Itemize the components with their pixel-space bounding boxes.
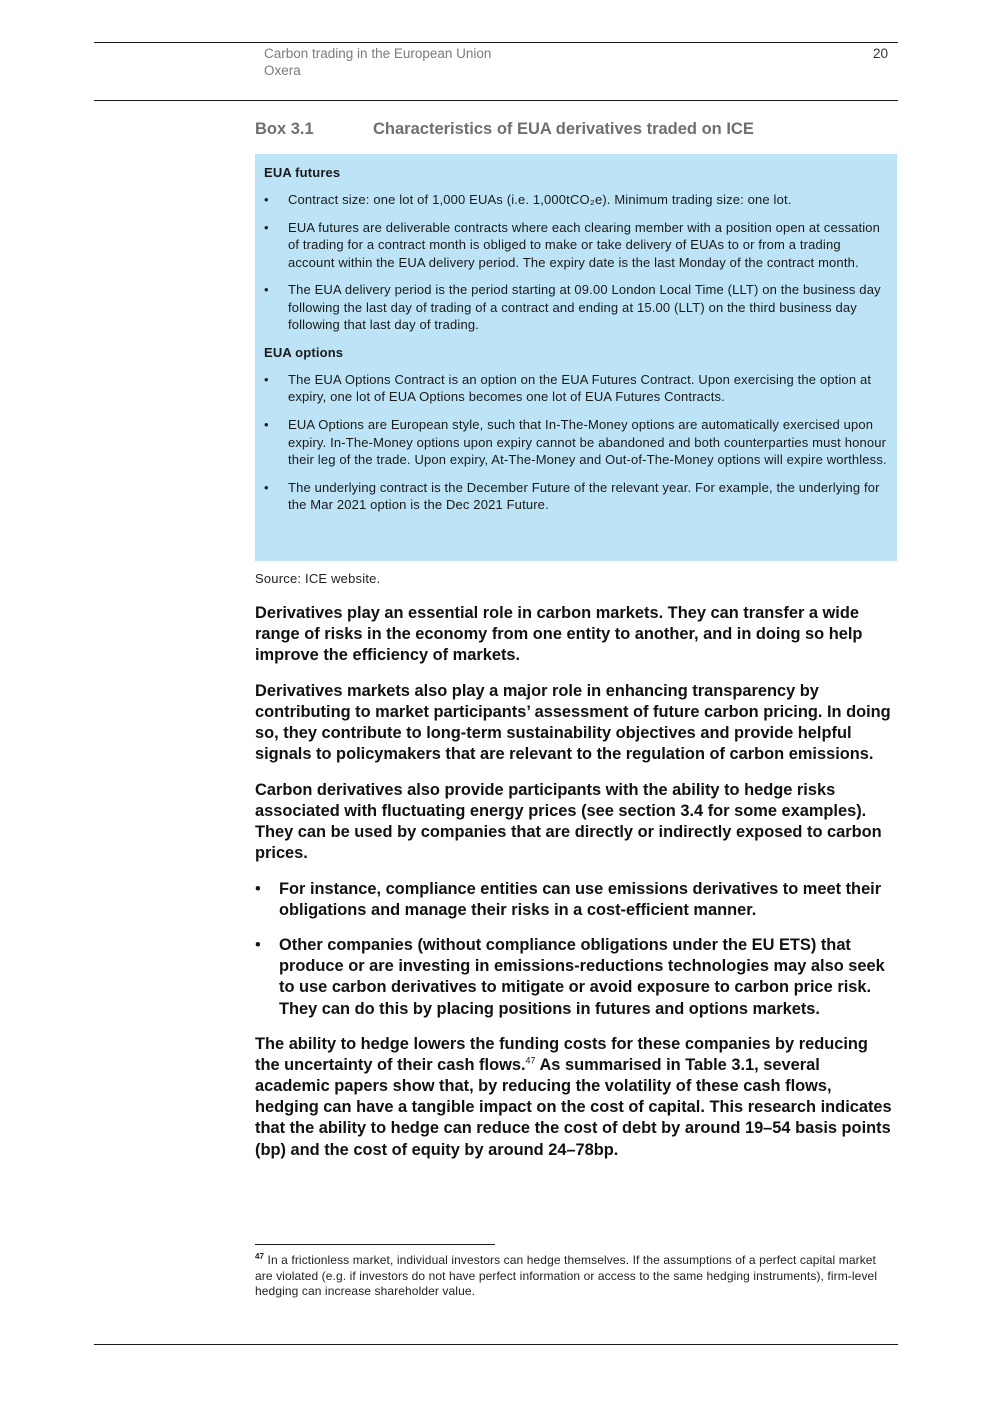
body-bullet-list <box>255 879 897 1020</box>
running-header-publisher: Oxera <box>264 63 301 78</box>
footnote-rule <box>255 1244 495 1245</box>
header-top-rule <box>94 42 898 43</box>
box-heading <box>255 119 754 139</box>
paragraph: Carbon derivatives also provide participants with the ability to hedge risks associated with fluctuating energy prices (see section 3.4 for some examples). They can be used by companies that are directly or indirectly exposed to carbon prices. <box>255 780 882 862</box>
options-heading: EUA options <box>264 344 344 360</box>
list-item: • EUA Options are European style, such that In-The-Money options are automatically exercised upon expiry. In-The-Money options upon expiry cannot be abandoned and both counterparties must honour their leg of the trade. Upon expiry, At-The-Money and Out-of-The-Money options will expire worthless. <box>264 416 890 468</box>
list-item: • For instance, compliance entities can use emissions derivatives to meet their obligations and manage their risks in a cost-efficient manner. <box>255 879 897 921</box>
list-item: • Contract size: one lot of 1,000 EUAs (i.e. 1,000tCO₂e). Minimum trading size: one lot. <box>264 191 890 208</box>
list-item: • The EUA delivery period is the period starting at 09.00 London Local Time (LLT) on the business day following the last day of trading of a contract and ending at 15.00 (LLT) on the third business day following that last day of trading. <box>264 281 890 333</box>
list-item: • EUA futures are deliverable contracts where each clearing member with a position open at cessation of trading for a contract month is obliged to make or take delivery of EUAs to or from a trading account within the EUA delivery period. The expiry date is the last Monday of the contract month. <box>264 219 890 271</box>
running-header-title: Carbon trading in the European Union <box>264 46 492 61</box>
footer-rule <box>94 1344 898 1345</box>
paragraph: Derivatives play an essential role in carbon markets. They can transfer a wide range of risks in the economy from one entity to another, and in doing so help improve the efficiency of markets. <box>255 604 863 665</box>
paragraph-text: As summarised in Table 3.1, several academic papers show that, by reducing the volatility of these cash flows, hedging can have a tangible impact on the cost of capital. This research indicates that the ability to hedge can reduce the cost of debt by around 19–54 basis points (bp) and the cost of equity by around 24–78bp. <box>255 1056 892 1159</box>
page-number: 20 <box>872 46 888 61</box>
footnote-text: In a frictionless market, individual investors can hedge themselves. If the assumptions of a perfect capital market are violated (e.g. if investors do not have perfect information or access to the same hedging instruments), firm-level hedging can increase shareholder value. <box>255 1253 878 1298</box>
paragraph: Derivatives markets also play a major role in enhancing transparency by contributing to market participants’ assessment of future carbon pricing. In doing so, they contribute to long-term sustainability objectives and provide helpful signals to policymakers that are relevant to the regulation of carbon emissions. <box>255 681 891 764</box>
list-item: • The underlying contract is the December Future of the relevant year. For example, the underlying for the Mar 2021 option is the Dec 2021 Future. <box>264 479 890 514</box>
futures-list <box>264 191 890 333</box>
footnote <box>255 1253 895 1300</box>
header-bottom-rule <box>94 100 898 101</box>
box-title: Characteristics of EUA derivatives traded on ICE <box>373 120 754 138</box>
list-item: • The EUA Options Contract is an option on the EUA Futures Contract. Upon exercising the option at expiry, one lot of EUA Options becomes one lot of EUA Futures Contracts. <box>264 371 890 406</box>
paragraph <box>255 1034 897 1161</box>
futures-heading: EUA futures <box>264 165 341 180</box>
info-box <box>255 154 897 561</box>
paragraph-text: The ability to hedge lowers the funding costs for these companies by reducing the uncertainty of their cash flows. <box>255 1035 868 1075</box>
footnote-reference[interactable]: 47 <box>525 1055 536 1066</box>
footnote-number: 47 <box>255 1252 265 1261</box>
body-text <box>255 603 897 1175</box>
options-list <box>264 371 890 513</box>
box-label: Box 3.1 <box>255 120 314 138</box>
box-source: Source: ICE website. <box>255 571 381 586</box>
list-item: • Other companies (without compliance obligations under the EU ETS) that produce or are investing in emissions-reductions technologies may also seek to use carbon derivatives to mitigate or avoid exposure to carbon price risk. They can do this by placing positions in futures and options markets. <box>255 935 897 1019</box>
